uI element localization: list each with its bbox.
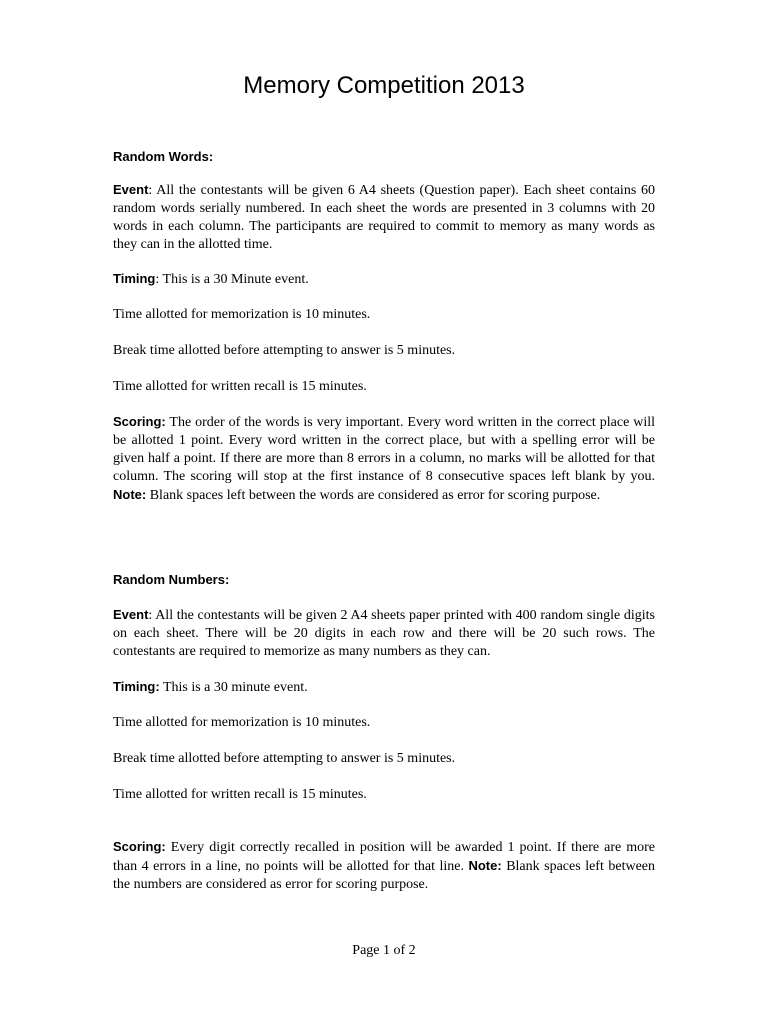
random-words-timing bbox=[113, 270, 655, 289]
document-title: Memory Competition 2013 bbox=[243, 72, 525, 99]
random-numbers-memorization: Time allotted for memorization is 10 minutes. bbox=[113, 715, 371, 730]
event-text: : All the contestants will be given 2 A4 sheets paper printed with 400 random single digits on each sheet. There will be 20 digits in each row and there will be 20 such rows. The contestants are required to memorize as many numbers as they can. bbox=[113, 608, 655, 659]
note-label: Note: bbox=[113, 487, 147, 502]
scoring-label: Scoring: bbox=[113, 839, 166, 854]
timing-label: Timing bbox=[113, 271, 156, 286]
note-text: Blank spaces left between the numbers are considered as error for scoring purpose. bbox=[113, 859, 655, 892]
random-numbers-timing bbox=[113, 678, 655, 697]
scoring-text: Every digit correctly recalled in position will be awarded 1 point. If there are more than 4 errors in a line, no points will be allotted for that line. bbox=[113, 840, 655, 874]
random-words-scoring bbox=[113, 413, 655, 505]
timing-text: This is a 30 minute event. bbox=[159, 680, 308, 695]
random-numbers-scoring bbox=[113, 838, 655, 894]
random-words-event bbox=[113, 181, 655, 254]
random-numbers-recall: Time allotted for written recall is 15 minutes. bbox=[113, 787, 367, 802]
event-text: : All the contestants will be given 6 A4 sheets (Question paper). Each sheet contains 60 random words serially numbered. In each sheet the words are presented in 3 columns with 20 words in each column. The participants are required to commit to memory as many words as they can in the allotted time. bbox=[113, 183, 655, 252]
random-words-break-time: Break time allotted before attempting to answer is 5 minutes. bbox=[113, 343, 456, 358]
section-heading-random-numbers: Random Numbers: bbox=[113, 572, 230, 587]
random-numbers-event bbox=[113, 606, 655, 661]
note-label: Note: bbox=[468, 858, 502, 873]
timing-label: Timing: bbox=[113, 679, 160, 694]
note-text: Blank spaces left between the words are considered as error for scoring purpose. bbox=[146, 488, 601, 503]
page-number: Page 1 of 2 bbox=[352, 943, 416, 958]
random-numbers-break-time: Break time allotted before attempting to answer is 5 minutes. bbox=[113, 751, 456, 766]
event-label: Event bbox=[113, 607, 149, 622]
section-heading-random-words: Random Words: bbox=[113, 149, 214, 164]
event-label: Event bbox=[113, 182, 149, 197]
timing-text: : This is a 30 Minute event. bbox=[155, 272, 309, 287]
random-words-recall: Time allotted for written recall is 15 minutes. bbox=[113, 379, 367, 394]
scoring-text: The order of the words is very important. Every word written in the correct place will be allotted 1 point. Every word written in the correct place, but with a spelling error will be given half a point. If there are more than 8 errors in a column, no marks will be allotted for that column. The scoring will stop at the first instance of 8 consecutive spaces left blank by you. bbox=[113, 415, 655, 484]
random-words-memorization: Time allotted for memorization is 10 minutes. bbox=[113, 307, 371, 322]
scoring-label: Scoring: bbox=[113, 414, 166, 429]
